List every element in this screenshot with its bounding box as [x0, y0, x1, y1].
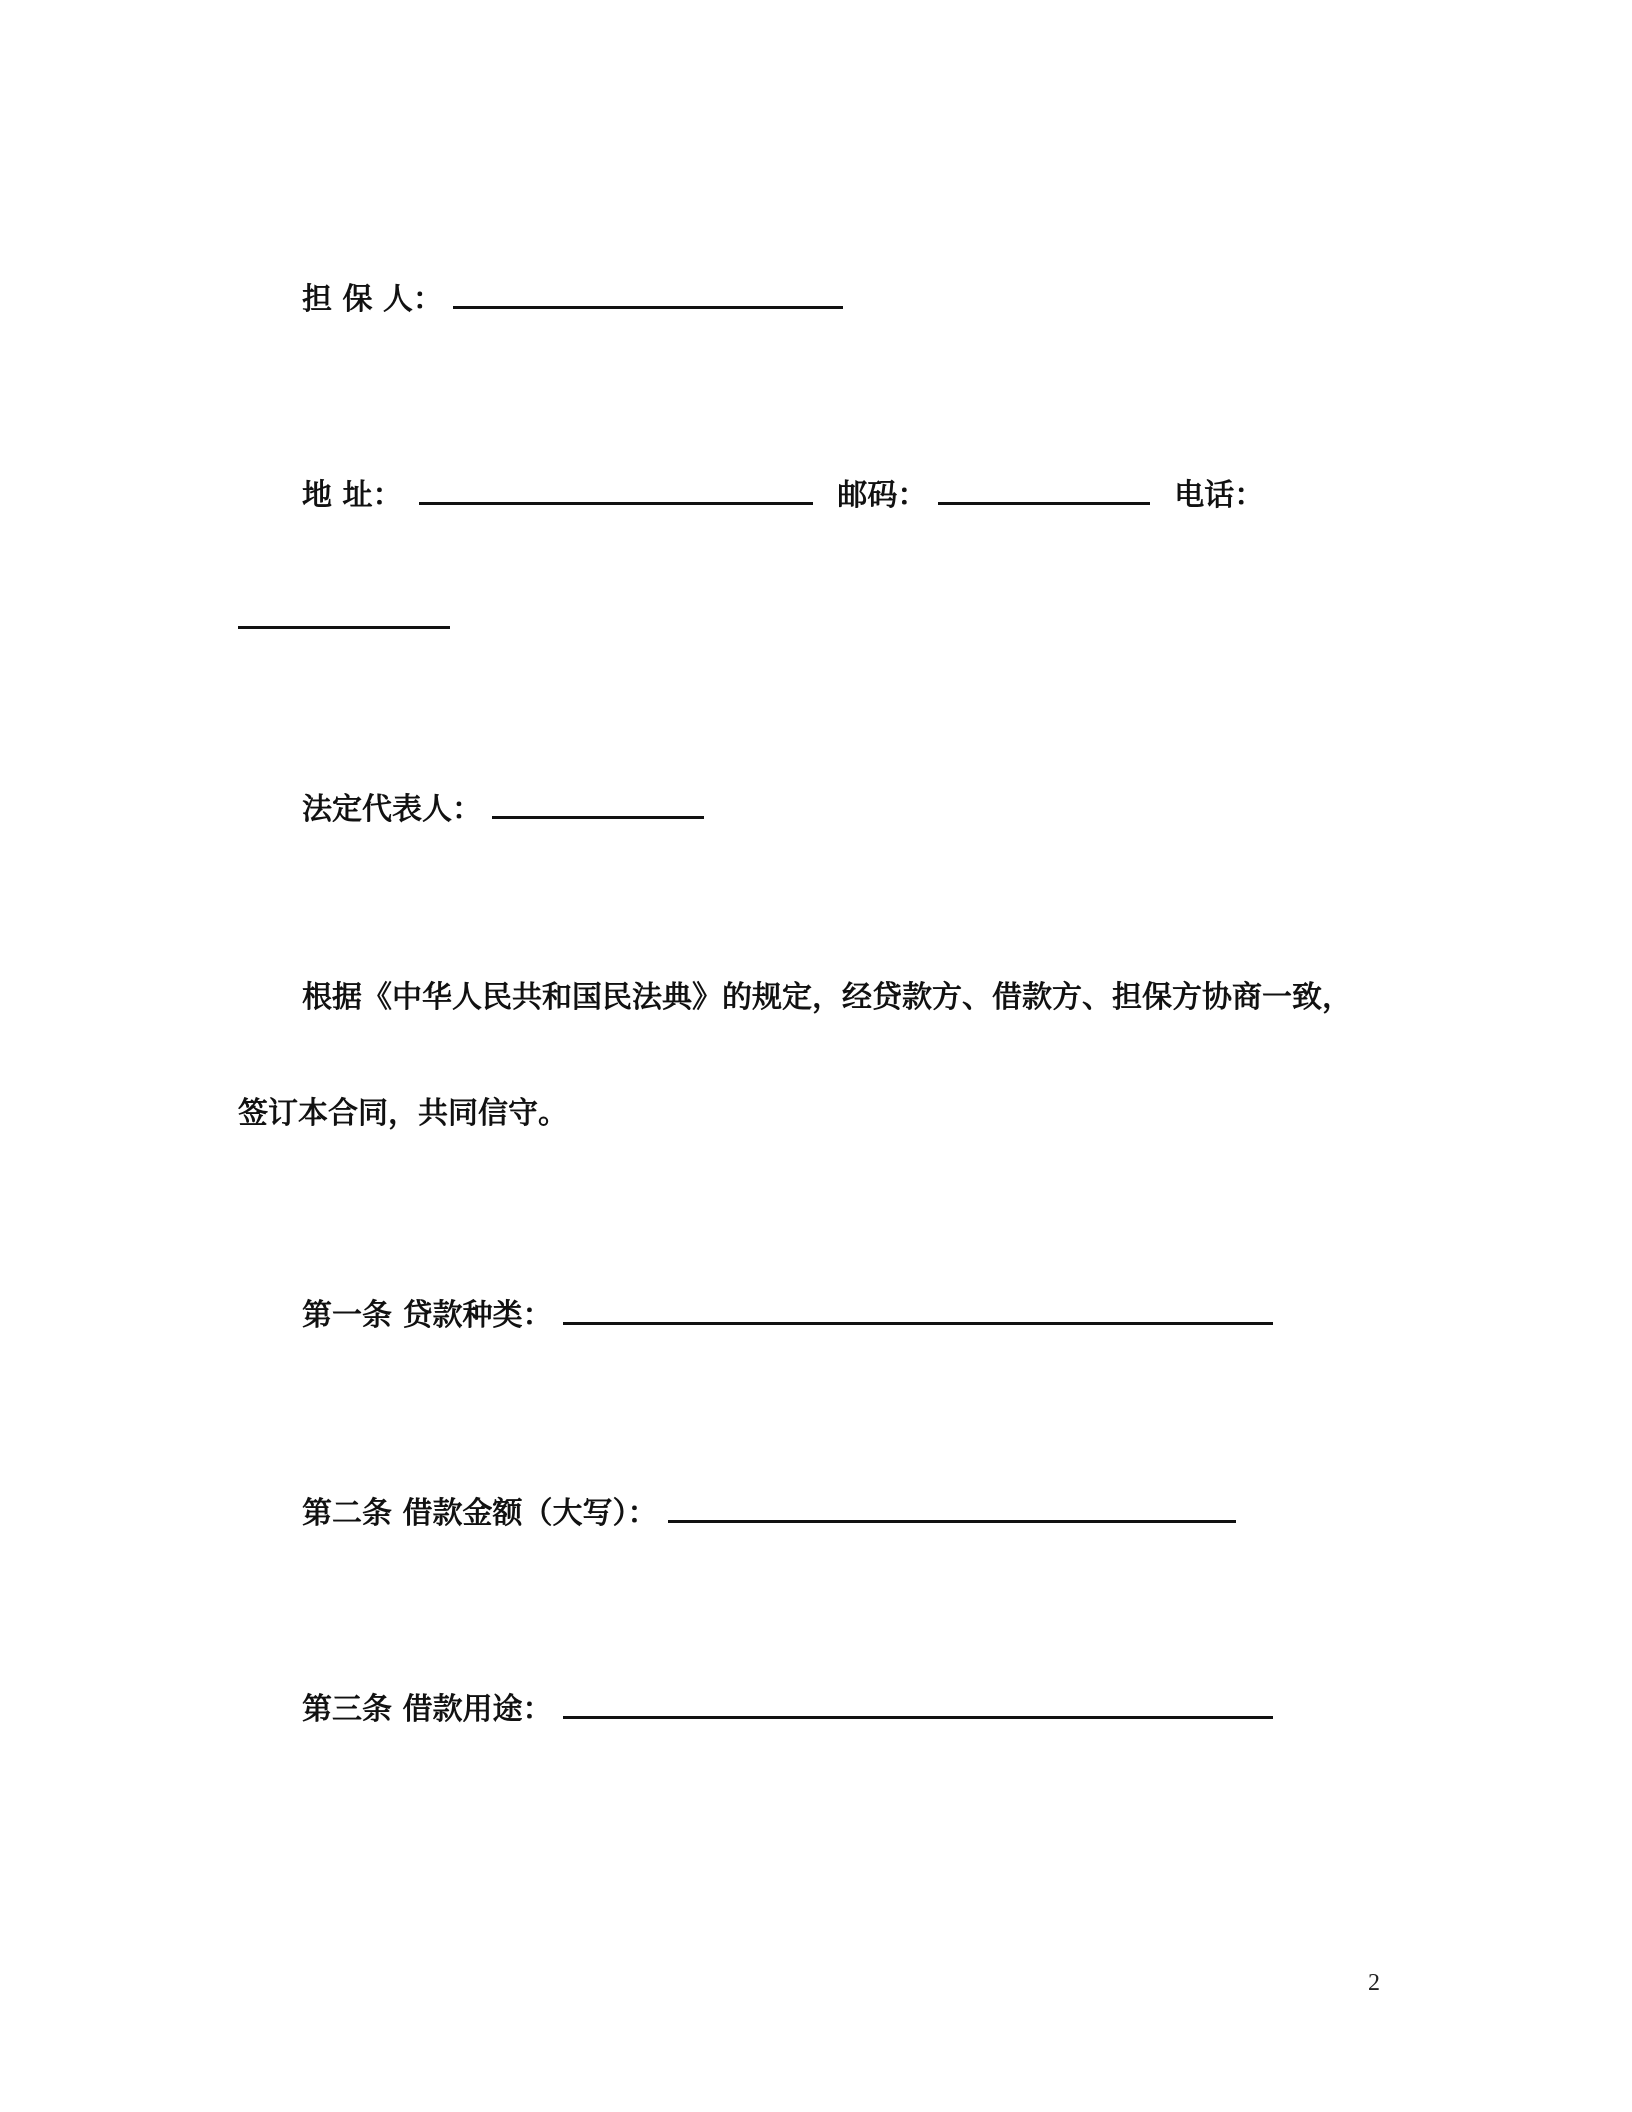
- article-2-label: 第二条 借款金额（大写）：: [302, 1496, 658, 1531]
- preamble-line-1: [302, 978, 1352, 1018]
- phone-blank[interactable]: [238, 602, 450, 629]
- article-1-blank[interactable]: [563, 1298, 1273, 1325]
- postcode-blank[interactable]: [938, 478, 1150, 505]
- guarantor-blank[interactable]: [453, 282, 843, 309]
- guarantor-line: [302, 280, 843, 320]
- article-3-label: 第三条 借款用途：: [302, 1692, 553, 1727]
- article-3-blank[interactable]: [563, 1692, 1273, 1719]
- preamble-text-1: 根据《中华人民共和国民法典》的规定，经贷款方、借款方、担保方协商一致，: [302, 980, 1352, 1015]
- postcode-label: 邮码：: [837, 478, 928, 513]
- phone-label: 电话：: [1174, 478, 1265, 513]
- legal-rep-line: [302, 790, 704, 830]
- article-1-label: 第一条 贷款种类：: [302, 1298, 553, 1333]
- article-1-line: [302, 1296, 1273, 1336]
- page-number: 2: [1368, 1970, 1380, 1996]
- article-2-blank[interactable]: [668, 1496, 1236, 1523]
- article-3-line: [302, 1690, 1273, 1730]
- preamble-line-2: [238, 1094, 568, 1134]
- article-2-line: [302, 1494, 1236, 1534]
- guarantor-label: 担 保 人：: [302, 282, 443, 317]
- phone-continuation-line: [238, 600, 450, 640]
- preamble-text-2: 签订本合同，共同信守。: [238, 1096, 568, 1131]
- legal-rep-blank[interactable]: [492, 792, 704, 819]
- address-label: 地 址：: [302, 478, 403, 513]
- contact-line: [302, 476, 1264, 516]
- legal-rep-label: 法定代表人：: [302, 792, 482, 827]
- address-blank[interactable]: [419, 478, 813, 505]
